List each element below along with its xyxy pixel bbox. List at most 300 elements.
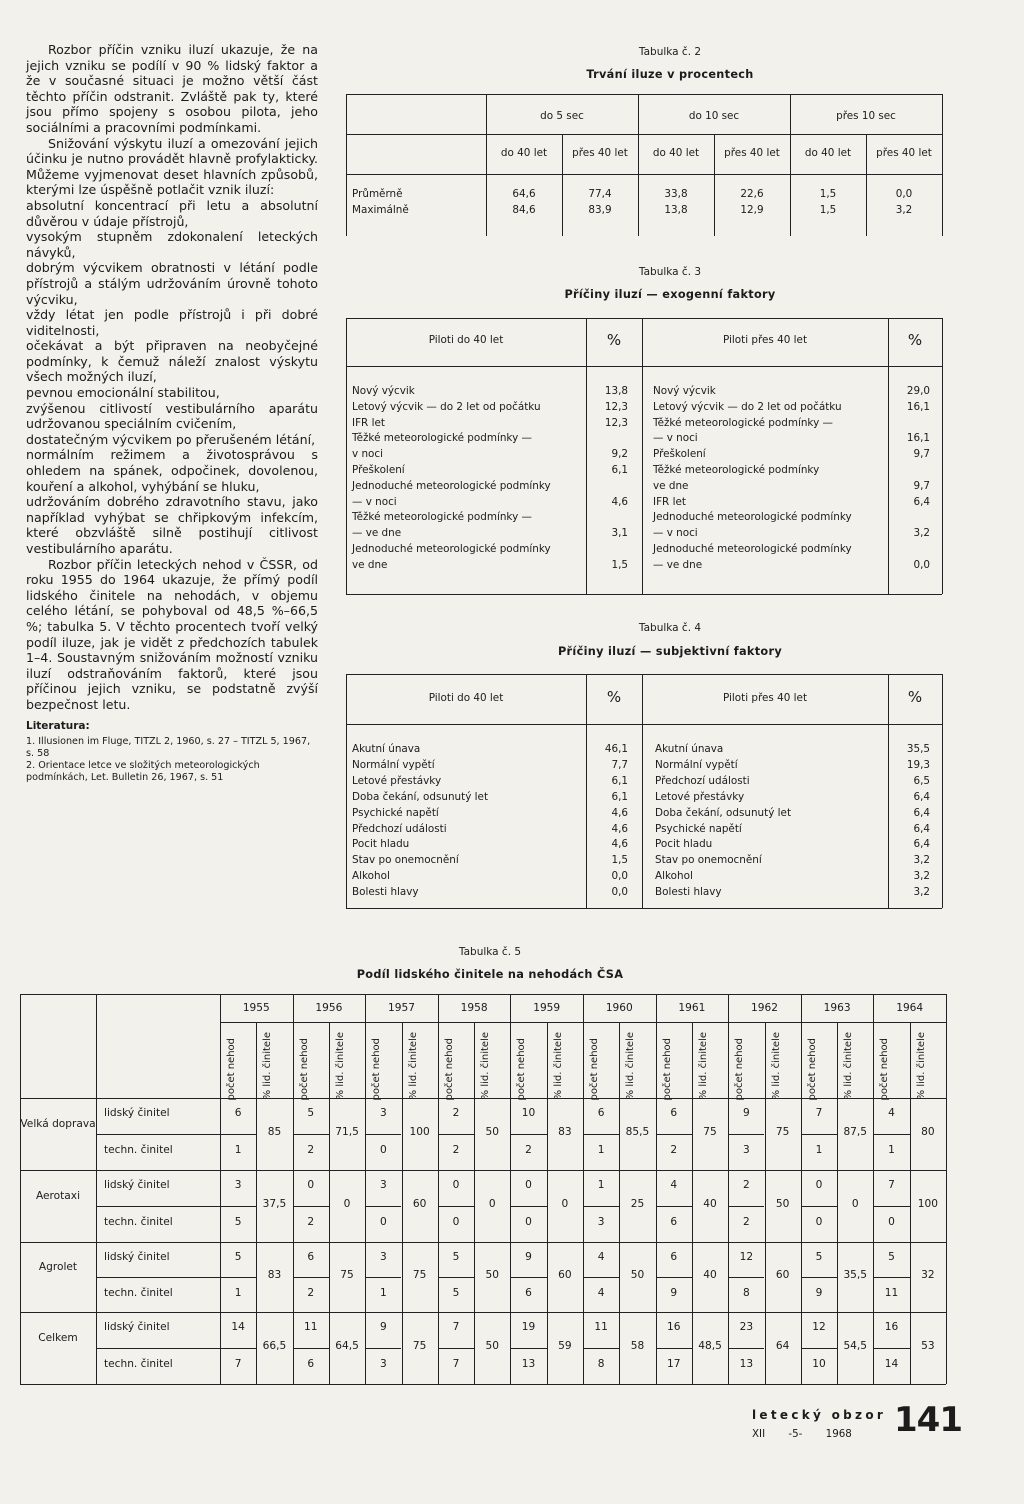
table-cell: 3: [742, 1144, 750, 1156]
row-label: Akutní únava: [655, 743, 724, 755]
table-cell: 2: [742, 1179, 750, 1191]
table-cell: 0: [851, 1198, 859, 1210]
table-cell: 50: [485, 1126, 499, 1138]
table-cell: 50: [485, 1269, 499, 1281]
table-rule: [365, 1206, 401, 1207]
column-subheader: přes 40 let: [572, 147, 628, 159]
factor-label: lidský činitel: [104, 1321, 170, 1333]
list-item: absolutní koncentrací při letu a absolutní důvěrou v údaje přístrojů,: [26, 197, 318, 229]
row-label: Předchozí události: [655, 774, 750, 787]
table-rule: [365, 1134, 401, 1135]
table-cell: 7: [234, 1358, 242, 1370]
row-label: Stav po onemocnění: [655, 854, 762, 867]
table-cell: 0,0: [611, 886, 628, 899]
table-rule: [438, 1206, 474, 1207]
year-header: 1962: [751, 1002, 778, 1014]
magazine-name: letecký obzor: [752, 1408, 887, 1422]
table-cell: 75: [412, 1269, 427, 1281]
table-cell: 1: [597, 1144, 605, 1156]
table-cell: 3,1: [611, 527, 628, 540]
table-cell: 3,2: [913, 870, 930, 883]
table-rule: [728, 1277, 764, 1278]
table-cell: 3: [379, 1107, 387, 1119]
table-cell: 0: [888, 1216, 895, 1228]
table-rule: [873, 1348, 909, 1349]
table-rule: [873, 1277, 909, 1278]
table-cell: 4: [597, 1251, 605, 1263]
table-cell: 50: [630, 1269, 645, 1281]
table-cell: 17: [667, 1358, 681, 1370]
table-cell: 75: [412, 1340, 427, 1352]
column-group-header: přes 10 sec: [836, 110, 896, 122]
list-item: zvýšenou citlivostí vestibulárního aparátu udržovanou speciálním cvičením,: [26, 400, 318, 432]
table-rule: [20, 994, 946, 995]
table-rule: [438, 1348, 474, 1349]
row-label: Psychické napětí: [352, 806, 439, 819]
row-label: Letové přestávky: [352, 774, 442, 787]
table-3-caption: Tabulka č. 3: [638, 266, 702, 278]
column-subheader: % lid. činitele: [480, 1032, 492, 1100]
column-subheader: počet nehod: [226, 1038, 237, 1101]
column-subheader: do 40 let: [804, 147, 852, 159]
table-rule: [801, 1348, 837, 1349]
table-5-caption: Tabulka č. 5: [458, 946, 522, 958]
table-cell: 9: [742, 1107, 750, 1119]
column-header: Piloti přes 40 let: [722, 692, 808, 704]
table-cell: 16: [884, 1321, 899, 1333]
column-subheader: do 40 let: [652, 147, 700, 159]
column-subheader: % lid. činitele: [407, 1032, 419, 1100]
paragraph-3: Rozbor příčin leteckých nehod v ČSSR, od roku 1955 do 1964 ukazuje, že přímý podíl lidského činitele na nehodách, v objemu celého létání, se pohyboval od 48,5 %–66,5 %; tabulka 5. V těchto procentech tvoří velký podíl iluze, jak je vidět z předchozích tabulek 1–4. Soustavným snižováním možností vzniku iluzí odstraňováním faktorů, které jsou příčinou jejich vzniku, se podstatně zvýší bezpečnost letu.: [26, 556, 318, 712]
row-label: Nový výcvik: [653, 385, 716, 397]
table-cell: 64,6: [512, 188, 536, 200]
row-label: ve dne: [653, 479, 689, 492]
table-cell: 6,4: [913, 822, 930, 835]
table-rule: [942, 674, 943, 908]
column-subheader: do 40 let: [500, 147, 548, 159]
table-cell: 1,5: [611, 854, 628, 867]
table-rule: [220, 1348, 256, 1349]
table-cell: 2: [525, 1144, 532, 1156]
table-rule: [346, 174, 942, 175]
table-cell: 100: [409, 1126, 430, 1138]
reference-item: 1. Illusionen im Fluge, TITZL 2, 1960, s. 27 – TITZL 5, 1967, s. 58: [26, 736, 311, 759]
table-cell: 35,5: [906, 743, 930, 755]
table-cell: 75: [340, 1269, 354, 1281]
table-cell: 50: [775, 1198, 790, 1210]
table-cell: 3: [234, 1179, 242, 1191]
row-label: Pocit hladu: [655, 838, 713, 851]
factor-label: techn. činitel: [104, 1144, 173, 1156]
table-cell: 4: [888, 1107, 895, 1119]
year-header: 1963: [823, 1002, 851, 1014]
table-5-title: Podíl lidského činitele na nehodách ČSA: [356, 968, 624, 981]
table-cell: 0,0: [895, 188, 913, 200]
table-rule: [728, 1134, 764, 1135]
row-label: Přeškolení: [653, 448, 706, 461]
table-cell: 77,4: [588, 188, 612, 200]
table-cell: 13: [739, 1358, 754, 1370]
table-cell: 9,2: [611, 448, 628, 461]
table-cell: 83,9: [588, 204, 612, 216]
table-cell: 11: [594, 1321, 608, 1333]
column-subheader: % lid. činitele: [697, 1032, 709, 1100]
row-label: Bolesti hlavy: [352, 886, 419, 899]
table-cell: 2: [742, 1216, 750, 1228]
column-subheader: počet nehod: [661, 1038, 673, 1101]
table-cell: 3: [597, 1216, 605, 1228]
table-cell: 3: [379, 1358, 387, 1370]
list-item: očekávat a být připraven na neobyčejné podmínky, k čemuž náleží znalost výskytu všech možných iluzí,: [26, 338, 318, 385]
table-cell: 5: [307, 1107, 315, 1119]
table-cell: 10: [521, 1107, 536, 1119]
table-cell: 25: [630, 1198, 645, 1210]
row-label: v noci: [352, 448, 383, 461]
table-cell: 13,8: [664, 204, 688, 216]
table-cell: 6: [525, 1287, 532, 1299]
row-label: Maximálně: [352, 204, 409, 216]
table-cell: 6: [307, 1358, 315, 1370]
table-rule: [583, 1206, 619, 1207]
issue-info: XII -5- 1968: [752, 1428, 852, 1440]
table-cell: 7,7: [611, 758, 628, 771]
row-label: Normální vypětí: [655, 758, 738, 771]
table-cell: 32: [921, 1269, 935, 1281]
table-rule: [656, 1277, 692, 1278]
table-cell: 22,6: [740, 188, 764, 200]
table-cell: 58: [630, 1340, 645, 1352]
table-cell: 60: [558, 1269, 572, 1281]
table-cell: 13,8: [604, 385, 628, 397]
table-rule: [20, 1384, 946, 1385]
column-subheader: % lid. činitele: [552, 1032, 564, 1100]
group-name: Aerotaxi: [35, 1190, 81, 1202]
group-name: Celkem: [38, 1332, 78, 1344]
table-cell: 7: [452, 1358, 460, 1370]
table-cell: 87,5: [843, 1126, 868, 1138]
table-rule: [20, 1170, 946, 1171]
list-item: vždy létat jen podle přístrojů i při dobré viditelnosti,: [26, 307, 318, 338]
list-item: vysokým stupněm zdokonalení leteckých návyků,: [26, 229, 318, 260]
row-label: Průměrně: [352, 188, 403, 200]
table-cell: 13: [521, 1358, 536, 1370]
table-rule: [942, 94, 943, 236]
column-header: %: [907, 688, 923, 706]
table-cell: 54,5: [843, 1340, 868, 1352]
table-cell: 3,2: [913, 886, 930, 899]
table-rule: [346, 674, 347, 908]
table-2-title: Trvání iluze v procentech: [586, 68, 754, 81]
table-rule: [96, 1134, 220, 1135]
table-rule: [642, 674, 643, 908]
row-label: Letový výcvik — do 2 let od počátku: [352, 400, 541, 413]
table-cell: 0: [452, 1179, 460, 1191]
table-rule: [346, 366, 942, 367]
table-cell: 1: [234, 1287, 242, 1299]
column-subheader: počet nehod: [806, 1038, 818, 1101]
table-cell: 59: [558, 1340, 572, 1352]
table-cell: 35,5: [843, 1269, 868, 1281]
table-rule: [346, 674, 942, 675]
column-group-header: do 5 sec: [540, 110, 584, 122]
row-label: Těžké meteorologické podmínky —: [653, 416, 833, 429]
column-header: %: [606, 688, 622, 706]
table-cell: 0: [379, 1216, 387, 1228]
table-cell: 0: [525, 1216, 532, 1228]
table-cell: 7: [888, 1179, 895, 1191]
table-cell: 14: [231, 1321, 245, 1333]
column-header: %: [606, 331, 622, 349]
row-label: — v noci: [653, 527, 698, 540]
table-cell: 16,1: [906, 432, 930, 445]
row-label: Jednoduché meteorologické podmínky: [352, 479, 551, 492]
row-label: IFR let: [653, 495, 686, 508]
table-cell: 4,6: [611, 838, 628, 851]
table-cell: 6,1: [611, 790, 628, 803]
table-cell: 1: [234, 1144, 242, 1156]
table-4-title: Příčiny iluzí — subjektivní faktory: [557, 645, 783, 658]
table-cell: 1: [379, 1287, 387, 1299]
row-label: Alkohol: [352, 870, 390, 883]
table-rule: [220, 1134, 256, 1135]
table-cell: 4,6: [611, 495, 628, 508]
table-cell: 6,4: [913, 495, 930, 508]
table-cell: 7: [815, 1107, 823, 1119]
column-subheader: počet nehod: [371, 1038, 383, 1101]
table-cell: 9: [525, 1251, 532, 1263]
table-cell: 4: [670, 1179, 678, 1191]
column-subheader: počet nehod: [734, 1038, 746, 1101]
paragraph-2: Snižování výskytu iluzí a omezování jejich účinku je nutno provádět hlavně profylakticky. Můžeme vyjmenovat deset hlavních způsobů, kterými lze úspěšně potlačit vznik iluzí:: [26, 135, 318, 198]
table-rule: [20, 1242, 946, 1243]
table-rule: [220, 1277, 256, 1278]
table-cell: 3: [379, 1179, 387, 1191]
table-cell: 19,3: [906, 758, 930, 771]
table-cell: 1: [815, 1144, 823, 1156]
year-header: 1961: [678, 1002, 706, 1014]
table-cell: 14: [884, 1358, 899, 1370]
table-rule: [656, 1348, 692, 1349]
table-cell: 71,5: [335, 1126, 359, 1138]
factor-label: lidský činitel: [104, 1179, 170, 1191]
column-subheader: počet nehod: [879, 1038, 891, 1101]
table-rule: [346, 318, 347, 594]
table-cell: 64: [775, 1340, 790, 1352]
row-label: Letový výcvik — do 2 let od počátku: [653, 400, 842, 413]
table-cell: 6: [670, 1107, 678, 1119]
table-cell: 2: [307, 1287, 315, 1299]
row-label: Alkohol: [655, 870, 693, 883]
row-label: Těžké meteorologické podmínky —: [352, 432, 532, 445]
year-header: 1959: [533, 1002, 561, 1014]
table-cell: 19: [521, 1321, 536, 1333]
table-cell: 2: [452, 1107, 460, 1119]
reference-item: 2. Orientace letce ve složitých meteorologických podmínkách, Let. Bulletin 26, 1967, s. 51: [26, 760, 260, 783]
table-3-title: Příčiny iluzí — exogenní faktory: [564, 288, 776, 301]
measures-list: [26, 198, 318, 557]
column-group-header: do 10 sec: [688, 110, 740, 122]
table-cell: 40: [703, 1198, 717, 1210]
year-header: 1956: [315, 1002, 343, 1014]
table-rule: [873, 1206, 909, 1207]
table-cell: 46,1: [604, 743, 628, 755]
list-item: pevnou emocionální stabilitou,: [26, 385, 220, 401]
table-rule: [642, 318, 643, 594]
group-name: Velká doprava: [20, 1118, 96, 1130]
table-rule: [20, 1312, 946, 1313]
table-cell: 16,1: [906, 400, 930, 413]
table-cell: 4: [597, 1287, 605, 1299]
factor-label: techn. činitel: [104, 1216, 173, 1228]
row-label: — ve dne: [352, 527, 402, 540]
table-cell: 85: [267, 1126, 282, 1138]
table-cell: 6,5: [913, 774, 930, 787]
table-cell: 5: [234, 1251, 242, 1263]
table-cell: 23: [739, 1321, 754, 1333]
table-rule: [583, 1134, 619, 1135]
table-rule: [438, 1277, 474, 1278]
list-item: udržováním dobrého zdravotního stavu, jako například vyhýbat se chřipkovým infekcím, které obzvláště silně postihují citlivost vestibulárního aparátu.: [26, 494, 318, 556]
table-rule: [728, 1206, 764, 1207]
column-subheader: % lid. činitele: [843, 1032, 855, 1100]
table-cell: 6: [670, 1216, 678, 1228]
table-cell: 80: [921, 1126, 935, 1138]
table-cell: 2: [307, 1216, 315, 1228]
table-cell: 12: [739, 1251, 754, 1263]
table-cell: 5: [452, 1251, 460, 1263]
row-label: Bolesti hlavy: [655, 886, 722, 899]
table-rule: [346, 94, 347, 236]
table-cell: 75: [703, 1126, 717, 1138]
table-cell: 9: [379, 1321, 387, 1333]
group-name: Agrolet: [38, 1261, 78, 1273]
row-label: Doba čekání, odsunutý let: [352, 790, 489, 803]
table-cell: 3,2: [895, 204, 913, 216]
column-subheader: % lid. činitele: [915, 1032, 927, 1100]
table-rule: [96, 994, 97, 1384]
column-subheader: počet nehod: [443, 1038, 455, 1101]
page-number: 141: [894, 1400, 962, 1440]
table-rule: [96, 1277, 220, 1278]
table-cell: 8: [742, 1287, 750, 1299]
table-cell: 0: [343, 1198, 351, 1210]
row-label: Akutní únava: [352, 743, 421, 755]
row-label: Jednoduché meteorologické podmínky: [653, 511, 852, 524]
table-cell: 12: [812, 1321, 826, 1333]
factor-label: lidský činitel: [104, 1107, 170, 1119]
table-cell: 0: [488, 1198, 496, 1210]
table-rule: [293, 1206, 329, 1207]
table-cell: 0: [307, 1179, 315, 1191]
row-label: Stav po onemocnění: [352, 854, 459, 867]
row-label: Předchozí události: [352, 822, 447, 835]
table-4-caption: Tabulka č. 4: [638, 622, 702, 634]
table-rule: [346, 908, 942, 909]
table-rule: [346, 594, 942, 595]
table-rule: [583, 1348, 619, 1349]
row-label: Přeškolení: [352, 464, 405, 476]
row-label: Pocit hladu: [352, 838, 410, 851]
factor-label: lidský činitel: [104, 1251, 170, 1263]
table-cell: 12,3: [604, 400, 628, 413]
table-2-caption: Tabulka č. 2: [638, 46, 702, 58]
table-rule: [96, 1348, 220, 1349]
year-header: 1960: [605, 1002, 633, 1014]
table-rule: [728, 1348, 764, 1349]
references-title: Literatura:: [26, 719, 90, 732]
table-cell: 5: [815, 1251, 823, 1263]
table-cell: 1,5: [819, 204, 837, 216]
table-rule: [293, 1277, 329, 1278]
column-subheader: % lid. činitele: [770, 1032, 782, 1100]
table-rule: [220, 1206, 256, 1207]
table-cell: 5: [234, 1216, 242, 1228]
table-cell: 1,5: [819, 188, 837, 200]
paragraph-1: Rozbor příčin vzniku iluzí ukazuje, že na jejich vzniku se podílí v 90 % lidský faktor a že v současné situaci je možno větší část těchto příčin odstranit. Zvláště pak ty, které jsou přímo spojeny s osobou pilota, jeho sociálními a pracovními podmínkami.: [26, 42, 318, 135]
table-rule: [510, 1206, 546, 1207]
table-cell: 0: [561, 1198, 569, 1210]
table-rule: [942, 318, 943, 594]
table-cell: 2: [452, 1144, 460, 1156]
references: [26, 721, 318, 784]
table-cell: 9: [670, 1287, 678, 1299]
table-cell: 6: [670, 1251, 678, 1263]
row-label: Těžké meteorologické podmínky —: [352, 511, 532, 524]
table-cell: 3,2: [913, 854, 930, 867]
year-header: 1957: [388, 1002, 415, 1014]
table-rule: [346, 724, 942, 725]
table-cell: 83: [558, 1126, 572, 1138]
row-label: Nový výcvik: [352, 385, 415, 397]
table-cell: 6,4: [913, 806, 930, 819]
column-subheader: % lid. činitele: [262, 1032, 274, 1100]
article-text-column: [26, 42, 318, 784]
list-item: dobrým výcvikem obratnosti v létání podle přístrojů a stálým udržováním úrovně tohoto výcviku,: [26, 260, 318, 307]
row-label: Normální vypětí: [352, 758, 435, 771]
table-cell: 1,5: [611, 558, 628, 571]
table-cell: 64,5: [335, 1340, 359, 1352]
column-subheader: % lid. činitele: [625, 1032, 637, 1100]
column-header: Piloti do 40 let: [428, 334, 504, 346]
table-rule: [801, 1277, 837, 1278]
table-cell: 12,9: [740, 204, 764, 216]
table-cell: 4,6: [611, 806, 628, 819]
table-cell: 0: [815, 1216, 823, 1228]
table-cell: 75: [775, 1126, 790, 1138]
column-header: Piloti přes 40 let: [722, 334, 808, 346]
table-cell: 85,5: [625, 1126, 650, 1138]
table-rule: [365, 1277, 401, 1278]
table-cell: 7: [452, 1321, 460, 1333]
table-cell: 3,2: [913, 527, 930, 540]
row-label: ve dne: [352, 558, 388, 571]
table-rule: [801, 1206, 837, 1207]
table-cell: 11: [304, 1321, 318, 1333]
table-cell: 40: [703, 1269, 717, 1281]
table-cell: 37,5: [262, 1198, 287, 1210]
table-cell: 60: [775, 1269, 790, 1281]
table-rule: [801, 1134, 837, 1135]
table-cell: 0: [379, 1144, 387, 1156]
row-label: Doba čekání, odsunutý let: [655, 806, 792, 819]
column-subheader: počet nehod: [589, 1038, 600, 1101]
column-subheader: přes 40 let: [724, 147, 780, 159]
table-cell: 9,7: [913, 448, 930, 461]
table-cell: 8: [597, 1358, 605, 1370]
table-cell: 9: [815, 1287, 823, 1299]
table-cell: 33,8: [664, 188, 688, 200]
factor-label: techn. činitel: [104, 1287, 173, 1299]
